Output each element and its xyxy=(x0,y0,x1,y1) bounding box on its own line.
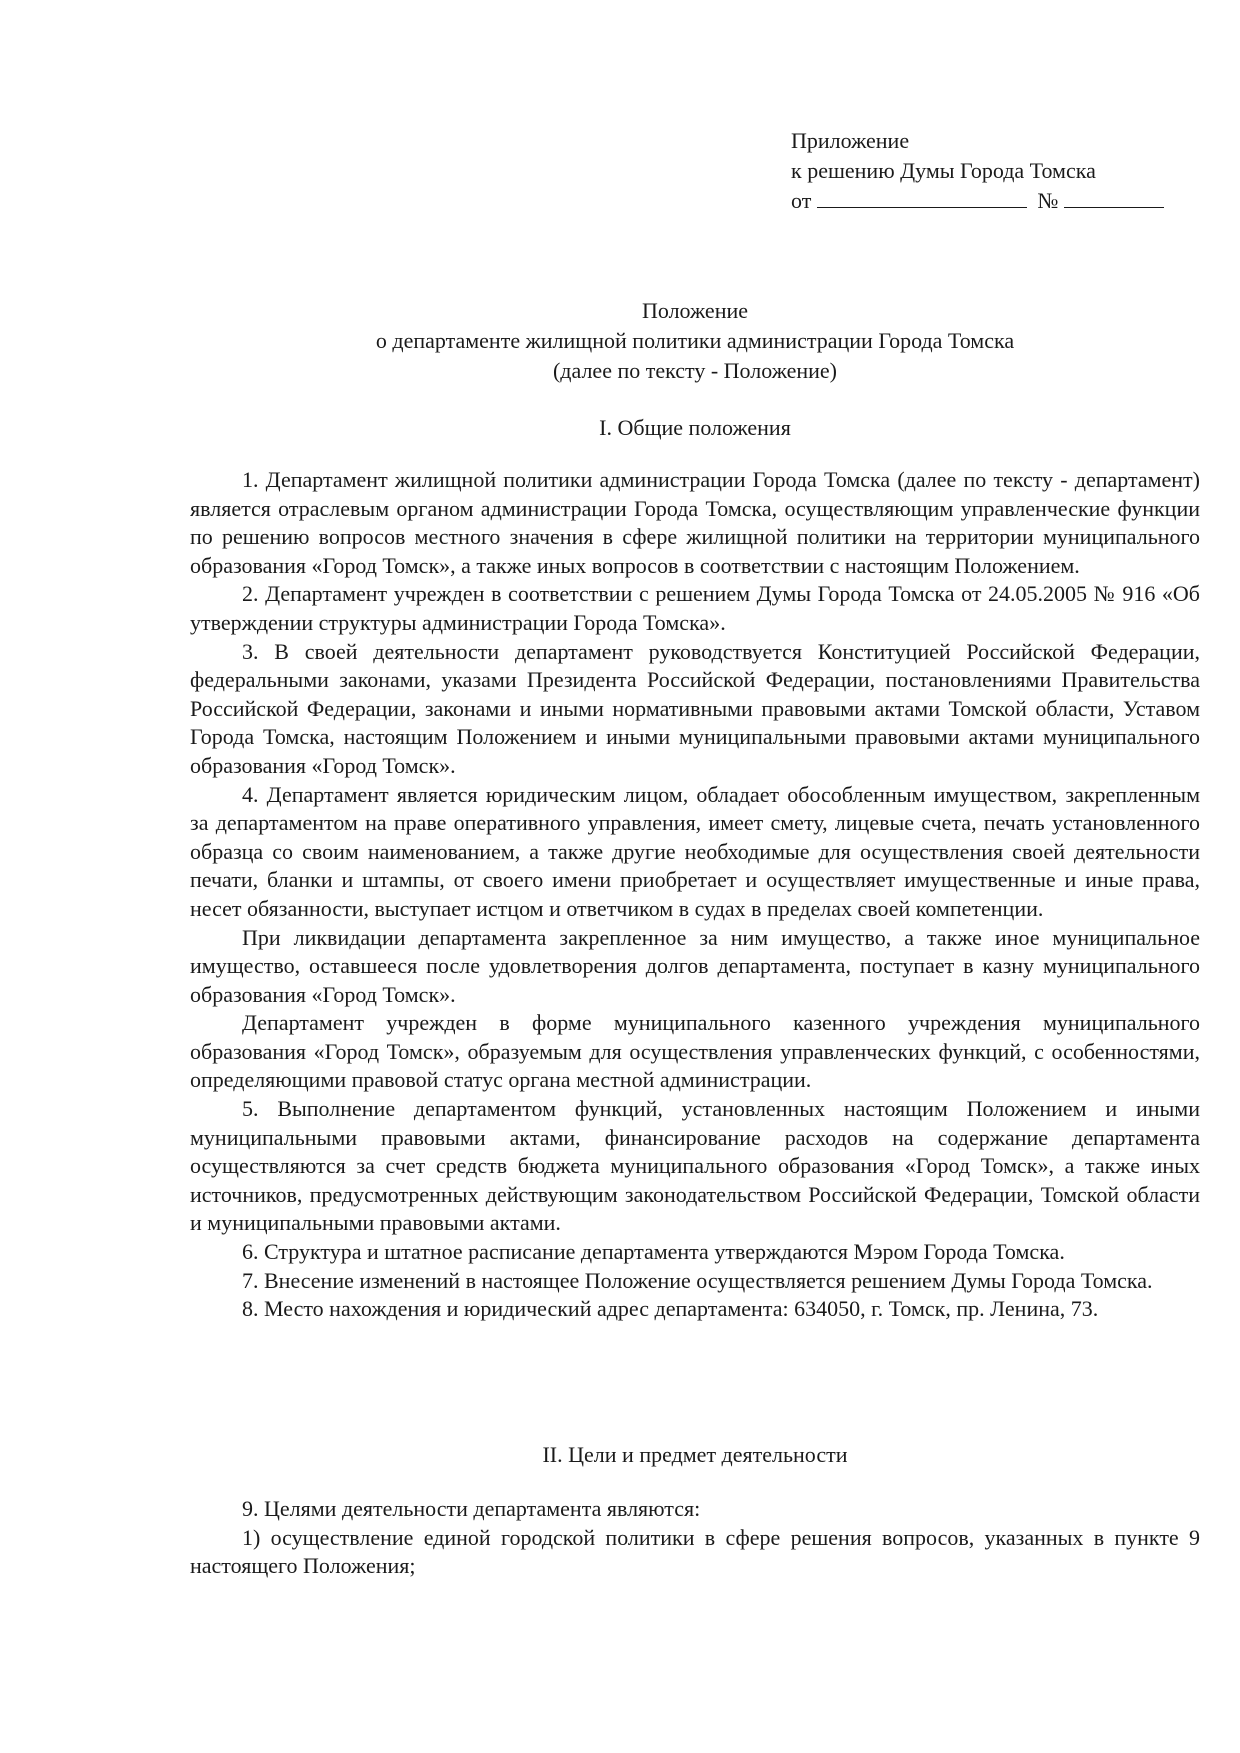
section-2-body xyxy=(190,1495,1200,1581)
date-blank xyxy=(817,187,1027,208)
paragraph: 3. В своей деятельности департамент руководствуется Конституцией Российской Федерации, федеральными законами, указами Президента Российской Федерации, постановлениями Правительства Российской Федерации, законами и иными нормативными правовыми актами Томской области, Уставом Города Томска, настоящим Положением и иными муниципальными правовыми актами муниципального образования «Город Томск». xyxy=(190,638,1200,778)
title-line-2: о департаменте жилищной политики администрации Города Томска xyxy=(375,328,1015,353)
appendix-date-number-line xyxy=(791,186,1164,216)
section-1-heading: I. Общие положения xyxy=(599,415,791,440)
title-line-3: (далее по тексту - Положение) xyxy=(552,358,838,383)
appendix-reference: к решению Думы Города Томска xyxy=(791,158,1096,183)
number-blank xyxy=(1064,187,1164,208)
paragraph: При ликвидации департамента закрепленное за ним имущество, а также иное муниципальное имущество, оставшееся после удовлетворения долгов департамента, поступает в казну муниципального образования «Город Томск». xyxy=(190,924,1200,1007)
date-label: от xyxy=(791,188,812,213)
section-2-heading: II. Цели и предмет деятельности xyxy=(542,1442,848,1467)
paragraph: 4. Департамент является юридическим лицом, обладает обособленным имуществом, закрепленным за департаментом на праве оперативного управления, имеет смету, лицевые счета, печать установленного образца со своим наименованием, а также другие необходимые для осуществления своей деятельности печати, бланки и штампы, от своего имени приобретает и осуществляет имущественные и иные права, несет обязанности, выступает истцом и ответчиком в судах в пределах своей компетенции. xyxy=(190,781,1200,921)
paragraph: 9. Целями деятельности департамента являются: xyxy=(242,1496,701,1521)
title-line-1: Положение xyxy=(641,298,748,323)
paragraph: 6. Структура и штатное расписание департамента утверждаются Мэром Города Томска. xyxy=(242,1239,1065,1265)
appendix-header xyxy=(791,126,1164,216)
paragraph: 7. Внесение изменений в настоящее Положение осуществляется решением Думы Города Томска. xyxy=(242,1267,1153,1293)
paragraph: 5. Выполнение департаментом функций, установленных настоящим Положением и иными муниципальными правовыми актами, финансирование расходов на содержание департамента осуществляются за счет средств бюджета муниципального образования «Город Томск», а также иных источников, предусмотренных действующим законодательством Российской Федерации, Томской области и муниципальными правовыми актами. xyxy=(190,1096,1200,1236)
paragraph: Департамент учрежден в форме муниципального казенного учреждения муниципального образования «Город Томск», образуемым для осуществления управленческих функций, с особенностями, определяющими правовой статус органа местной администрации. xyxy=(190,1010,1200,1093)
paragraph: 1) осуществление единой городской политики в сфере решения вопросов, указанных в пункте 9 настоящего Положения; xyxy=(190,1524,1200,1579)
section-1-body xyxy=(190,466,1200,1324)
paragraph: 1. Департамент жилищной политики администрации Города Томска (далее по тексту - департамент) является отраслевым органом администрации Города Томска, осуществляющим управленческие функции по решению вопросов местного значения в сфере жилищной политики на территории муниципального образования «Город Томск», а также иных вопросов в соответствии с настоящим Положением. xyxy=(190,467,1200,578)
paragraph: 8. Место нахождения и юридический адрес департамента: 634050, г. Томск, пр. Ленина, 73. xyxy=(242,1296,1099,1322)
number-label: № xyxy=(1037,188,1059,213)
paragraph: 2. Департамент учрежден в соответствии с решением Думы Города Томска от 24.05.2005 № 916 «Об утверждении структуры администрации Города Томска». xyxy=(190,581,1200,635)
document-title xyxy=(190,296,1200,386)
appendix-title: Приложение xyxy=(791,128,910,153)
